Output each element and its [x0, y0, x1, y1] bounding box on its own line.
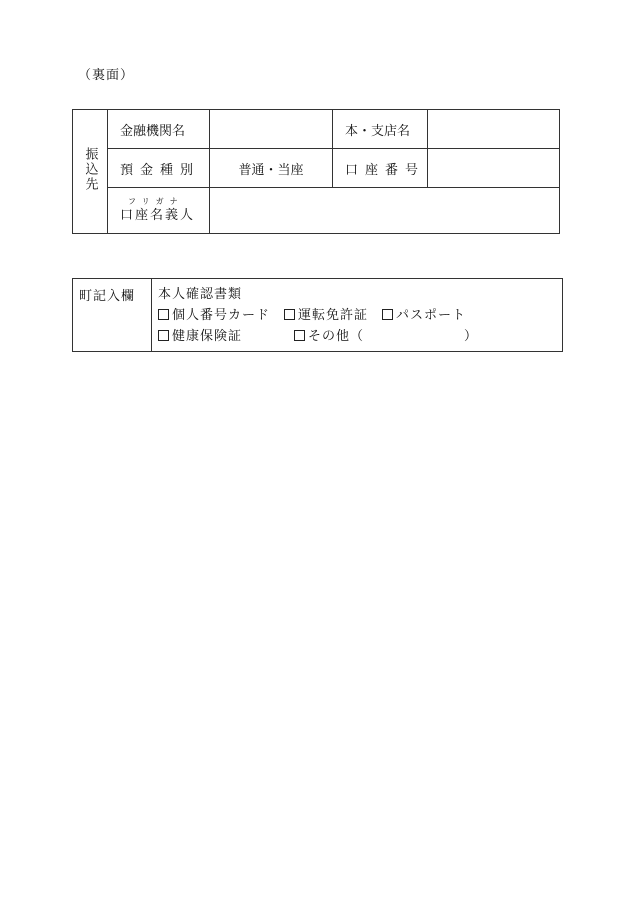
bank-name-field[interactable] — [210, 110, 333, 149]
checkbox-icon[interactable] — [382, 309, 393, 320]
branch-name-field[interactable] — [428, 110, 560, 149]
town-use-label: 町記入欄 — [73, 279, 152, 352]
option-my-number-card[interactable]: 個人番号カード — [158, 305, 270, 326]
town-use-table — [72, 278, 563, 352]
option-health-insurance-card[interactable]: 健康保険証 — [158, 326, 294, 347]
furigana-label: フリガナ — [128, 196, 184, 206]
account-holder-label-cell — [108, 188, 210, 234]
deposit-type-field[interactable]: 普通・当座 — [210, 149, 333, 188]
checkbox-icon[interactable] — [158, 330, 169, 341]
page-side-label: （裏面） — [78, 68, 135, 83]
bank-name-label: 金融機関名 — [108, 110, 210, 149]
deposit-type-label: 預金種別 — [108, 149, 210, 188]
id-options-row-1 — [158, 305, 562, 326]
transfer-side-label: 振込先 — [82, 147, 98, 192]
option-other[interactable]: その他（ ） — [294, 329, 478, 344]
account-holder-field[interactable] — [210, 188, 560, 234]
id-options-row-2 — [158, 326, 562, 347]
id-documents-cell — [152, 279, 563, 352]
option-passport[interactable]: パスポート — [382, 305, 466, 326]
checkbox-icon[interactable] — [294, 330, 305, 341]
account-number-label: 口座番号 — [333, 149, 428, 188]
transfer-destination-table — [72, 109, 560, 234]
other-close-paren: ） — [464, 329, 479, 344]
account-number-field[interactable] — [428, 149, 560, 188]
option-drivers-license[interactable]: 運転免許証 — [284, 305, 368, 326]
transfer-side-label-cell — [73, 110, 108, 234]
checkbox-icon[interactable] — [158, 309, 169, 320]
checkbox-icon[interactable] — [284, 309, 295, 320]
id-documents-title: 本人確認書類 — [158, 287, 243, 302]
branch-name-label: 本・支店名 — [333, 110, 428, 149]
other-open-paren: （ — [350, 329, 365, 344]
account-holder-label: 口座名義人 — [120, 208, 196, 224]
